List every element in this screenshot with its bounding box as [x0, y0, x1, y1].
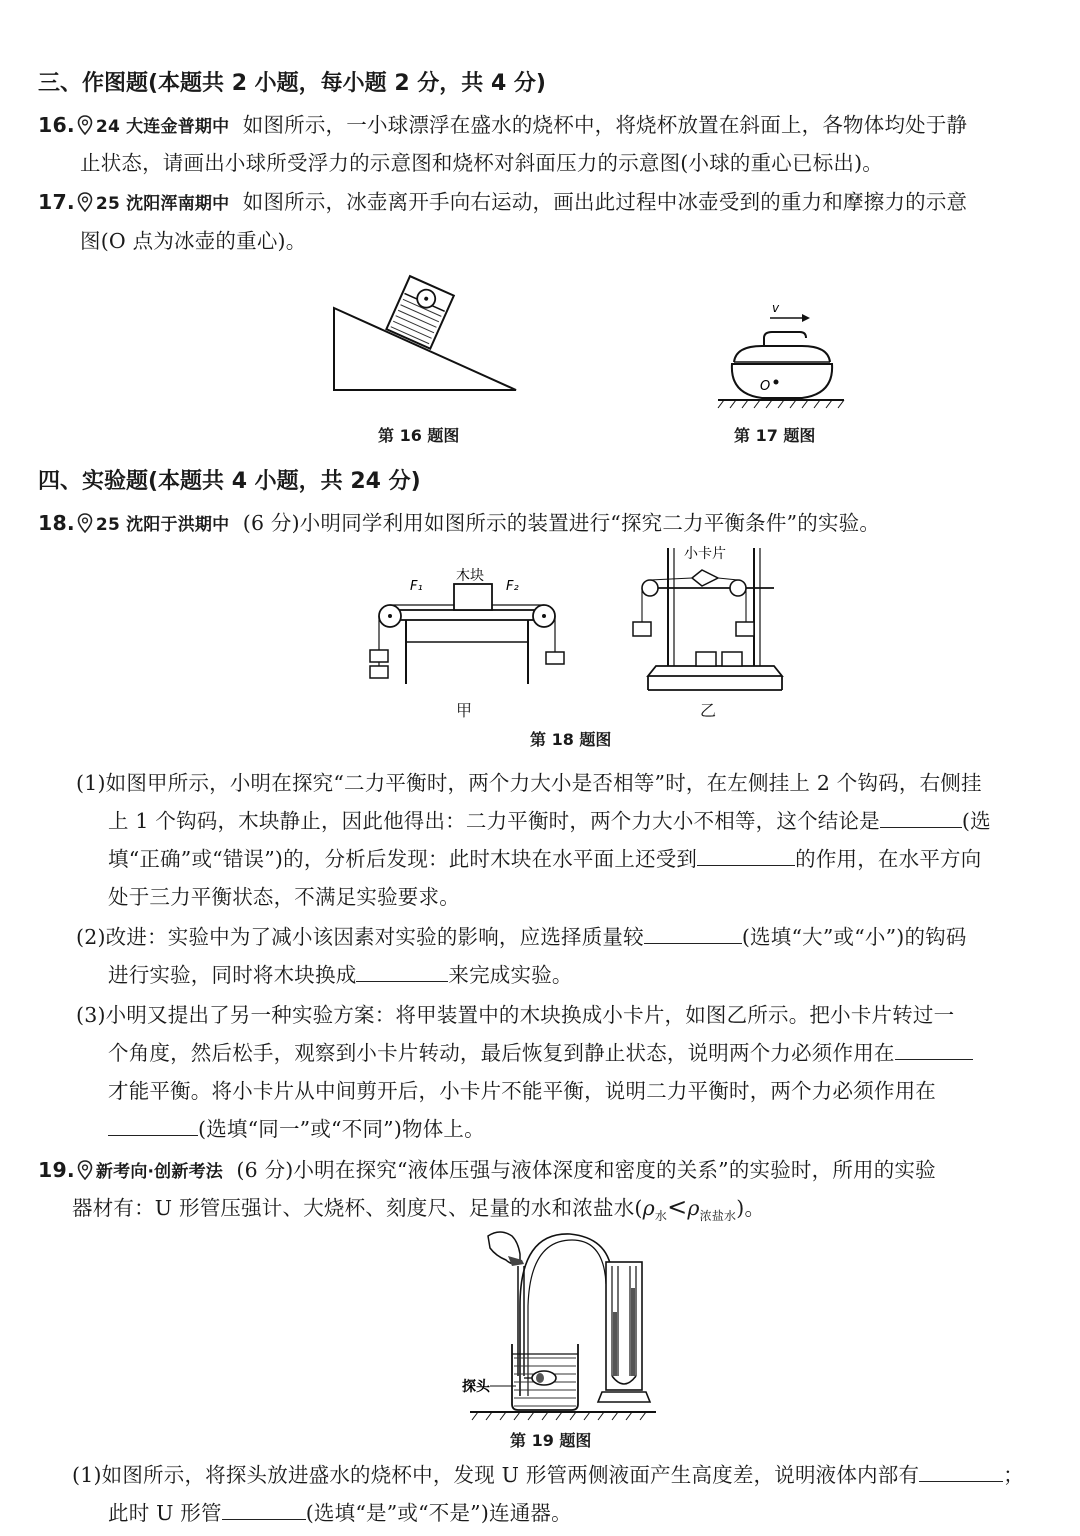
answer-blank[interactable] — [895, 1041, 973, 1060]
figure-18-jia-table-pulleys — [362, 560, 572, 695]
q18-line-1 — [38, 506, 880, 536]
q19-line-2: 器材有：U 形管压强计、大烧杯、刻度尺、足量的水和浓盐水$(\rho_水<\rho_{浓盐水})$。 — [72, 1193, 766, 1224]
q18-intro: (6 分)小明同学利用如图所示的装置进行“探究二力平衡条件”的实验。 — [242, 511, 881, 535]
question-number: 18. — [38, 511, 75, 535]
force-f1-label: F₁ — [410, 579, 423, 594]
q18-p3-line-1: (3)小明又提出了另一种实验方案：将甲装置中的木块换成小卡片，如图乙所示。把小卡片转过一 — [76, 1003, 955, 1027]
center-of-gravity-label: O — [760, 379, 771, 394]
location-pin-icon — [77, 192, 93, 212]
q18-p3-line-2: 个角度，然后松手，观察到小卡片转动，最后恢复到静止状态，说明两个力必须作用在 — [108, 1036, 973, 1066]
q18-p1-line-3: 填“正确”或“错误”)的，分析后发现：此时木块在水平面上还受到 的作用，在水平方向 — [108, 847, 982, 871]
q17-line-1 — [38, 185, 967, 215]
answer-blank[interactable] — [697, 847, 795, 866]
question-number: 16. — [38, 113, 75, 137]
block-label: 木块 — [456, 568, 484, 584]
figure-17-curling-stone — [712, 296, 852, 410]
q18-p3-line-4: (选填“同一”或“不同”)物体上。 — [108, 1112, 485, 1142]
figure-18-yi-card-stand — [622, 540, 792, 695]
q19-line-1 — [38, 1153, 936, 1183]
question-number: 17. — [38, 190, 75, 214]
q16-text: 如图所示，一小球漂浮在盛水的烧杯中，将烧杯放置在斜面上，各物体均处于静 — [242, 113, 968, 137]
answer-blank[interactable] — [644, 925, 742, 944]
figure-18-yi-label: 乙 — [700, 701, 717, 720]
figure-19-u-tube-manometer — [460, 1226, 660, 1421]
section-title-3: 三、作图题(本题共 2 小题，每小题 2 分，共 4 分) — [38, 71, 546, 96]
question-source: 新考向·创新考法 — [95, 1162, 223, 1182]
velocity-label: v — [772, 301, 780, 315]
question-source: 25 沈阳于洪期中 — [95, 515, 230, 535]
section-title-4: 四、实验题(本题共 4 小题，共 24 分) — [38, 469, 421, 494]
answer-blank[interactable] — [880, 809, 962, 828]
q16-line-1 — [38, 108, 967, 138]
figure-17-caption: 第 17 题图 — [734, 426, 816, 445]
question-source: 25 沈阳浑南期中 — [95, 194, 230, 214]
location-pin-icon — [77, 513, 93, 533]
q18-p1-line-4: 处于三力平衡状态，不满足实验要求。 — [108, 885, 460, 909]
card-label: 小卡片 — [684, 546, 726, 562]
q18-p1-line-1: (1)如图甲所示，小明在探究“二力平衡时，两个力大小是否相等”时，在左侧挂上 2 个钩码，右侧挂 — [76, 771, 982, 795]
q18-p1-line-2: 上 1 个钩码，木块静止，因此他得出：二力平衡时，两个力大小不相等，这个结论是 (选 — [108, 809, 991, 833]
answer-blank[interactable] — [356, 963, 448, 982]
figure-16-caption: 第 16 题图 — [378, 426, 460, 445]
q19-text: (6 分)小明在探究“液体压强与液体深度和密度的关系”的实验时，所用的实验 — [236, 1158, 936, 1182]
q18-p2-line-2: 进行实验，同时将木块换成 来完成实验。 — [108, 963, 573, 987]
question-source: 24 大连金普期中 — [95, 117, 230, 137]
q18-p2-line-1: (2)改进：实验中为了减小该因素对实验的影响，应选择质量较 (选填“大”或“小”)的钩码 — [76, 925, 967, 949]
figure-16-incline-beaker — [320, 270, 530, 400]
answer-blank[interactable] — [222, 1501, 306, 1520]
figure-19-caption: 第 19 题图 — [510, 1431, 592, 1450]
probe-label: 探头 — [462, 1379, 490, 1395]
q19-p1-line-1: (1)如图所示，将探头放进盛水的烧杯中，发现 U 形管两侧液面产生高度差，说明液体内部有 ； — [72, 1463, 1024, 1487]
location-pin-icon — [77, 115, 93, 135]
location-pin-icon — [77, 1160, 93, 1180]
figure-18-jia-label: 甲 — [456, 701, 473, 720]
answer-blank[interactable] — [919, 1463, 1003, 1482]
q16-line-2: 止状态，请画出小球所受浮力的示意图和烧杯对斜面压力的示意图(小球的重心已标出)。 — [80, 151, 883, 175]
q17-line-2: 图(O 点为冰壶的重心)。 — [80, 229, 307, 253]
q19-p1-line-2: 此时 U 形管 (选填“是”或“不是”)连通器。 — [108, 1501, 572, 1525]
q18-p3-line-3: 才能平衡。将小卡片从中间剪开后，小卡片不能平衡，说明二力平衡时，两个力必须作用在 — [108, 1079, 936, 1103]
question-number: 19. — [38, 1158, 75, 1182]
figure-18-caption: 第 18 题图 — [530, 730, 612, 749]
force-f2-label: F₂ — [506, 579, 519, 594]
answer-blank[interactable] — [108, 1117, 198, 1136]
q17-text: 如图所示，冰壶离开手向右运动，画出此过程中冰壶受到的重力和摩擦力的示意 — [242, 190, 968, 214]
